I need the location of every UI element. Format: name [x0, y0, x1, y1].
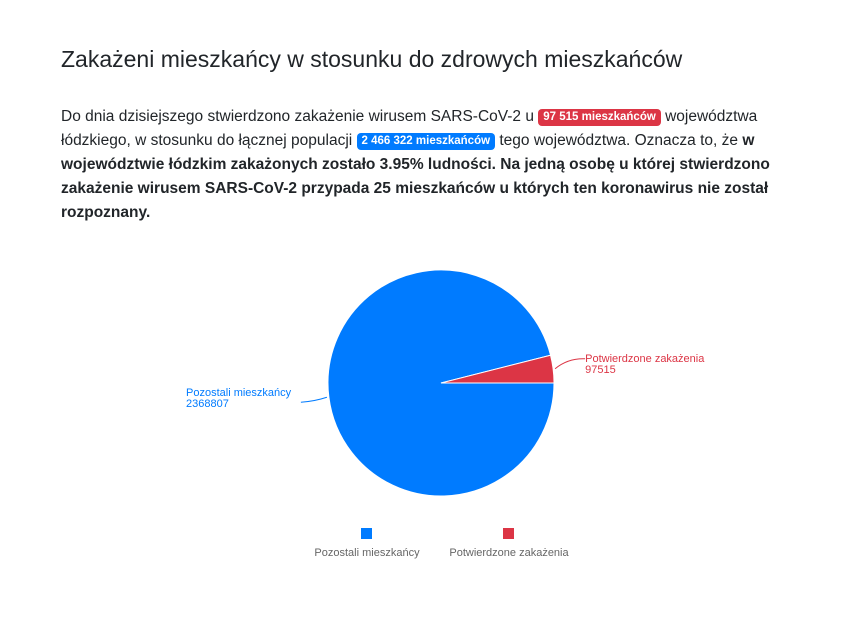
- summary-text-1: Do dnia dzisiejszego stwierdzono zakażenie wirusem SARS-CoV-2 u: [61, 108, 539, 125]
- legend-remaining-label: Pozostali mieszkańcy: [314, 547, 420, 559]
- page-title: Zakażeni mieszkańcy w stosunku do zdrowych mieszkańców: [61, 46, 683, 72]
- remaining-label-connector: [301, 397, 327, 402]
- confirmed-label-connector: [555, 359, 585, 369]
- summary-text-3: tego województwa. Oznacza to, że: [495, 132, 743, 149]
- summary-text-2: województwa łódzkiego, w stosunku do łącznej populacji: [61, 108, 758, 149]
- confirmed-data-label: Potwierdzone zakażenia 97515: [585, 352, 705, 376]
- legend-confirmed-label: Potwierdzone zakażenia: [449, 547, 569, 559]
- remaining-data-label: Pozostali mieszkańcy 2368807: [186, 387, 292, 411]
- legend-remaining-swatch: [361, 528, 372, 539]
- summary-bold-text: w województwie łódzkim zakażonych zostało 3.95% ludności. Na jedną osobę u której stwierdzono zakażenie wirusem SARS-CoV-2 przypada 25 mieszkańców u których ten koronawirus nie został rozpoznany.: [61, 132, 770, 221]
- population-badge: 2 466 322 mieszkańców: [357, 133, 496, 150]
- legend-confirmed-swatch: [503, 528, 514, 539]
- infected-count-badge: 97 515 mieszkańców: [538, 109, 661, 126]
